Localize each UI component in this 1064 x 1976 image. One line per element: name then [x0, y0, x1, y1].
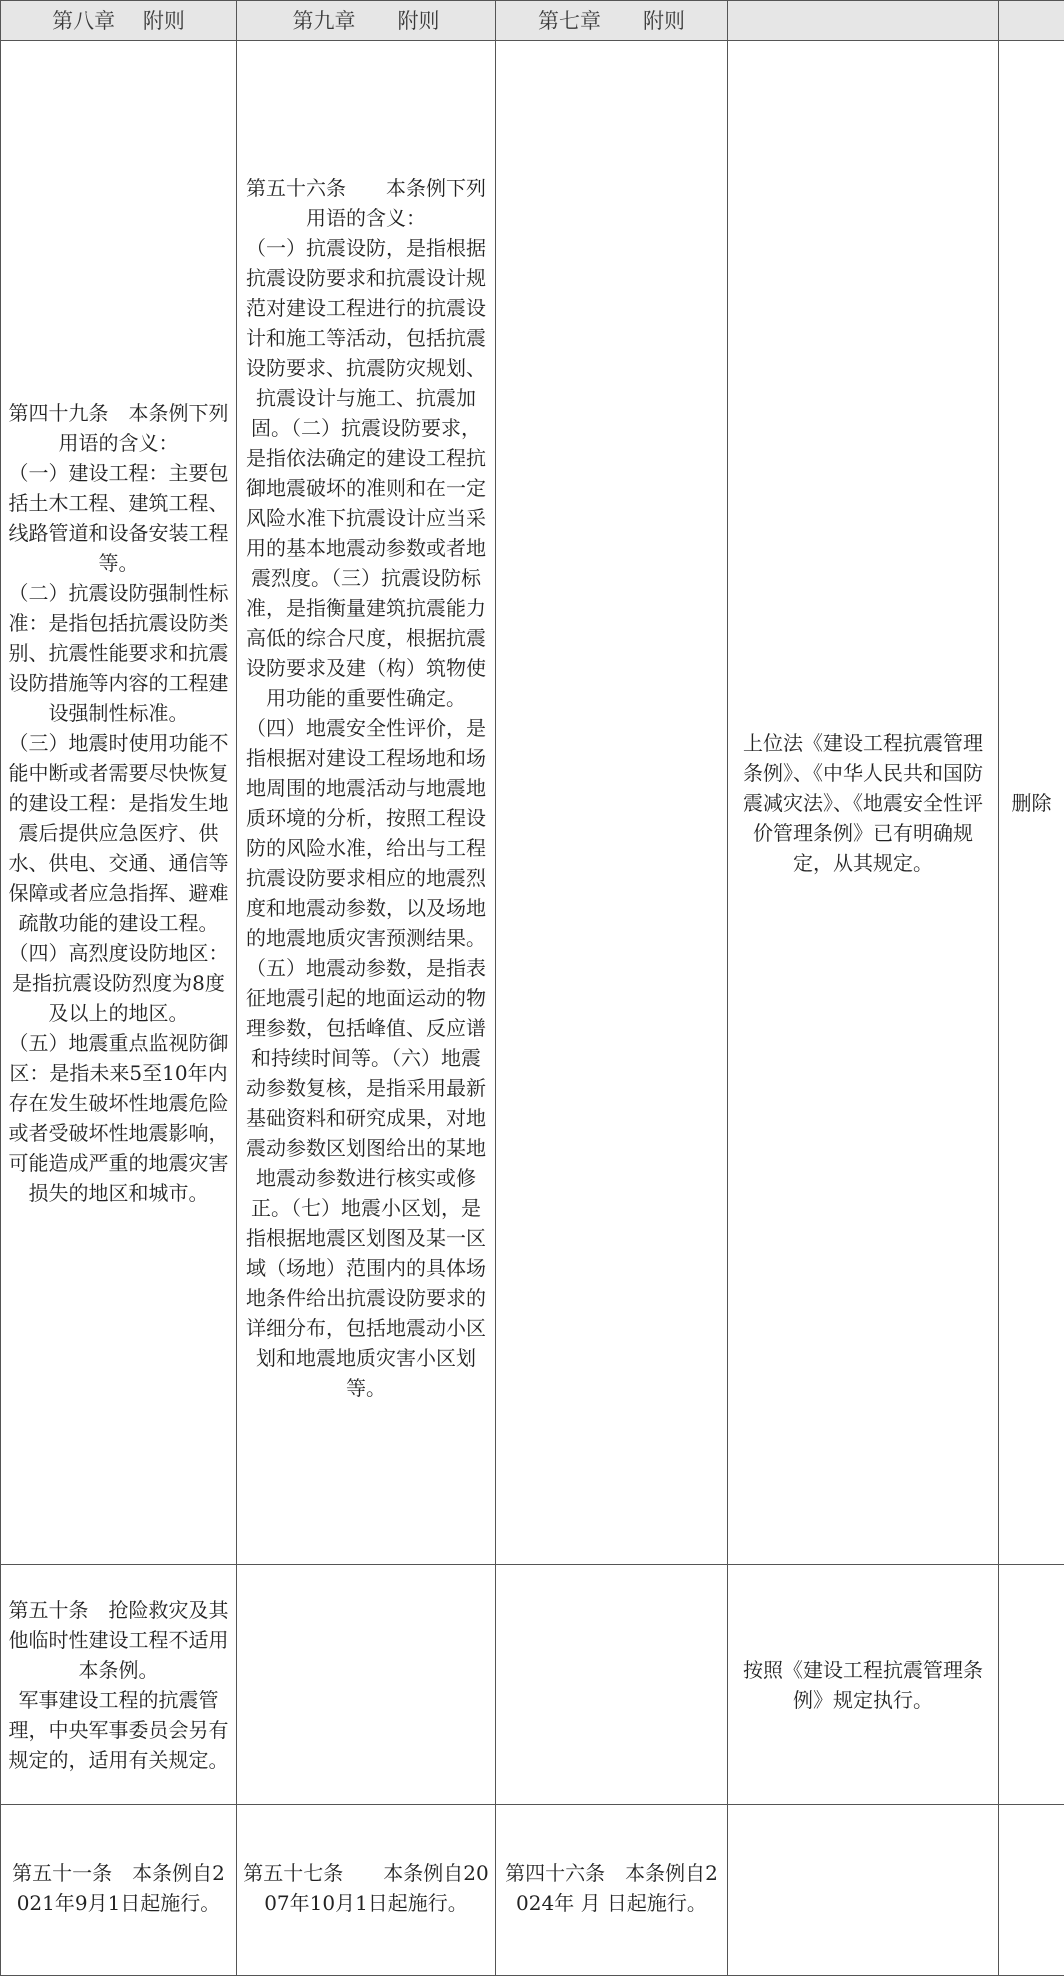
header-chapter-8: 第八章 附则: [1, 1, 237, 41]
header-chapter-7: 第七章 附则: [496, 1, 728, 41]
cell-article-57: [237, 1805, 496, 1976]
table-row-exemptions: [1, 1565, 1064, 1805]
article-50-text: 第五十条 抢险救灾及其他临时性建设工程不适用本条例。 军事建设工程的抗震管理，中央军事委员会另有规定的，适用有关规定。: [7, 1595, 230, 1775]
cell-reason: [728, 41, 999, 1565]
cell-article-51: [1, 1805, 237, 1976]
cell-action-empty: [999, 1805, 1064, 1976]
cell-article-46: [496, 1805, 728, 1976]
header-action: [999, 1, 1064, 41]
article-49-text: 第四十九条 本条例下列用语的含义： （一）建设工程：主要包括土木工程、建筑工程、线路管道和设备安装工程等。 （二）抗震设防强制性标准：是指包括抗震设防类别、抗震性能要求和抗震设防措施等内容的工程建设强制性标准。 （三）地震时使用功能不能中断或者需要尽快恢复的建设工程：是指发生地震后提供应急医疗、供水、供电、交通、通信等保障或者应急指挥、避难疏散功能的建设工程。 （四）高烈度设防地区：是指抗震设防烈度为8度及以上的地区。 （五）地震重点监视防御区：是指未来5至10年内存在发生破坏性地震危险或者受破坏性地震影响，可能造成严重的地震灾害损失的地区和城市。: [7, 398, 230, 1208]
article-51-text: 第五十一条 本条例自2021年9月1日起施行。: [7, 1858, 230, 1918]
cell-new-empty: [496, 1565, 728, 1805]
cell-action: [999, 1565, 1064, 1805]
cell-action: [999, 41, 1064, 1565]
header-reason: [728, 1, 999, 41]
cell-reason-empty: [728, 1805, 999, 1976]
cell-reason: [728, 1565, 999, 1805]
reason-text: 按照《建设工程抗震管理条例》规定执行。: [734, 1655, 992, 1715]
action-text: 删除: [1005, 788, 1058, 818]
cell-article-49: [1, 41, 237, 1565]
cell-article-50: [1, 1565, 237, 1805]
article-56-text: 第五十六条 本条例下列用语的含义： （一）抗震设防，是指根据抗震设防要求和抗震设计规范对建设工程进行的抗震设计和施工等活动，包括抗震设防要求、抗震防灾规划、抗震设计与施工、抗震加固。（二）抗震设防要求，是指依法确定的建设工程抗御地震破坏的准则和在一定风险水准下抗震设计应当采用的基本地震动参数或者地震烈度。（三）抗震设防标准，是指衡量建筑抗震能力高低的综合尺度，根据抗震设防要求及建（构）筑物使用功能的重要性确定。 （四）地震安全性评价，是指根据对建设工程场地和场地周围的地震活动与地震地质环境的分析，按照工程设防的风险水准，给出与工程抗震设防要求相应的地震烈度和地震动参数，以及场地的地震地质灾害预测结果。 （五）地震动参数，是指表征地震引起的地面运动的物理参数，包括峰值、反应谱和持续时间等。（六）地震动参数复核，是指采用最新基础资料和研究成果，对地震动参数区划图给出的某地地震动参数进行核实或修正。（七）地震小区划，是指根据地震区划图及某一区域（场地）范围内的具体场地条件给出抗震设防要求的详细分布，包括地震动小区划和地震地质灾害小区划等。: [243, 173, 489, 1403]
table-row-definitions: [1, 41, 1064, 1565]
cell-old-empty: [237, 1565, 496, 1805]
header-chapter-9: 第九章 附则: [237, 1, 496, 41]
cell-new-draft-empty: [496, 41, 728, 1565]
article-46-text: 第四十六条 本条例自2024年 月 日起施行。: [502, 1858, 721, 1918]
header-row: [1, 1, 1064, 41]
table-row-effective-date: [1, 1805, 1064, 1976]
article-57-text: 第五十七条 本条例自2007年10月1日起施行。: [243, 1858, 489, 1918]
cell-article-56: [237, 41, 496, 1565]
reason-text: 上位法《建设工程抗震管理条例》、《中华人民共和国防震减灾法》、《地震安全性评价管理条例》已有明确规定，从其规定。: [734, 728, 992, 878]
